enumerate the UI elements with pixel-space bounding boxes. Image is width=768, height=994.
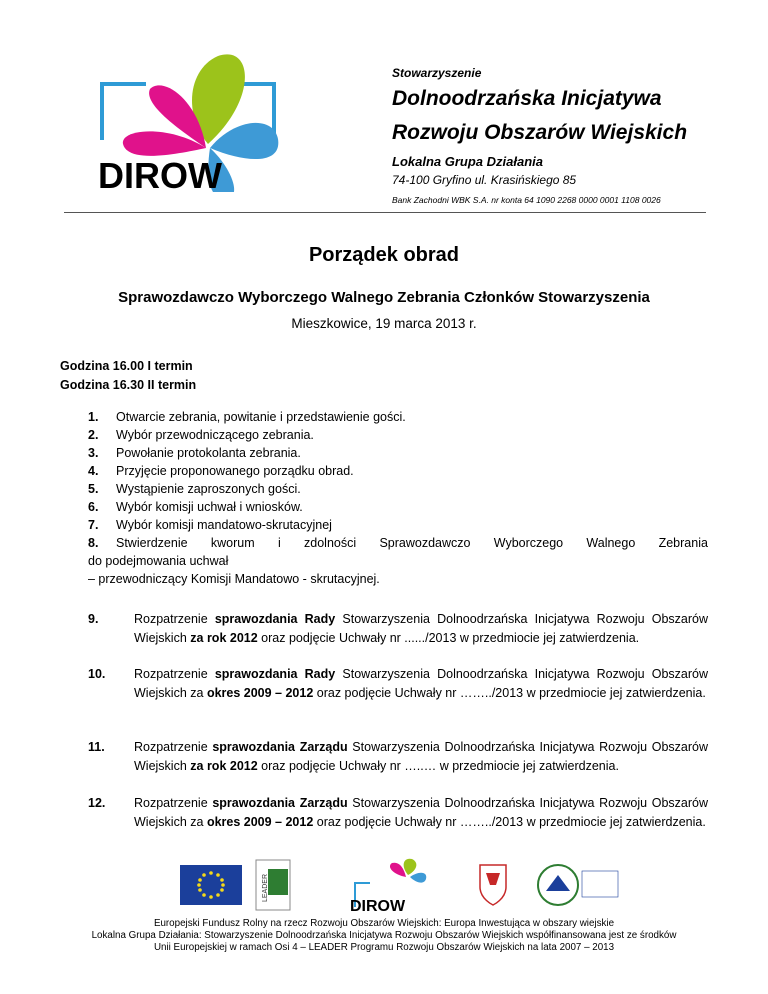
lgd-label: Lokalna Grupa Działania [392, 154, 543, 169]
agenda-list [88, 408, 708, 588]
svg-text:DIROW: DIROW [350, 898, 406, 915]
footer-line-3: Unii Europejskiej w ramach Osi 4 – LEADER Programu Rozwoju Obszarów Wiejskich na lata 2007 – 2013 [153, 942, 615, 953]
second-term: Godzina 16.30 II termin [60, 378, 197, 392]
voivodeship-crest-icon [480, 865, 506, 905]
logo-text: DIROW [98, 155, 222, 192]
item-number: 5. [88, 482, 99, 496]
list-item [88, 426, 708, 444]
item-number: 9. [88, 612, 99, 626]
item-text-cont: – przewodniczący Komisji Mandatowo - skrutacyjnej. [88, 572, 380, 586]
list-item [88, 480, 708, 498]
dirow-logo [88, 44, 288, 192]
meeting-subtitle: Sprawozdawczo Wyborczego Walnego Zebrania Członków Stowarzyszenia [118, 289, 650, 306]
page-title: Porządek obrad [308, 244, 460, 266]
item-text: Powołanie protokolanta zebrania. [116, 446, 301, 460]
item-text: Rozpatrzenie sprawozdania Zarządu Stowarzyszenia Dolnoodrzańska Inicjatywa Rozwoju Obszarów Wiejskich za okres 2009 – 2012 oraz podjęcie Uchwały nr ……../2013 w przedmiocie jej zatwierdzenia. [134, 796, 709, 829]
item-number: 7. [88, 518, 99, 532]
list-item [88, 610, 708, 648]
list-item [88, 408, 708, 426]
address: 74-100 Gryfino ul. Krasińskiego 85 [392, 173, 577, 187]
list-item [88, 794, 708, 832]
list-item [88, 516, 708, 534]
organization-name-line2: Rozwoju Obszarów Wiejskich [392, 121, 688, 144]
eu-flag-icon [180, 865, 242, 905]
association-label: Stowarzyszenie [392, 66, 482, 80]
item-number: 3. [88, 446, 99, 460]
sponsor-logos [180, 855, 620, 915]
item-number: 8. [88, 536, 99, 550]
item-text: Przyjęcie proponowanego porządku obrad. [116, 464, 354, 478]
item-number: 6. [88, 500, 99, 514]
leader-logo-icon [256, 860, 290, 910]
list-item [88, 534, 708, 552]
meeting-times [60, 357, 196, 395]
item-number: 2. [88, 428, 99, 442]
svg-text:LEADER: LEADER [262, 873, 269, 902]
item-text: Rozpatrzenie sprawozdania Zarządu Stowarzyszenia Dolnoodrzańska Inicjatywa Rozwoju Obszarów Wiejskich za rok 2012 oraz podjęcie Uchwały nr …..… w przedmiocie jej zatwierdzenia. [134, 740, 709, 773]
footer-line-1: Europejski Fundusz Rolny na rzecz Rozwoju Obszarów Wiejskich: Europa Inwestująca w obszary wiejskie [153, 918, 615, 929]
item-text: Otwarcie zebrania, powitanie i przedstawienie gości. [116, 410, 406, 424]
list-item [88, 444, 708, 462]
list-item [88, 665, 708, 703]
item-text: Wystąpienie zaproszonych gości. [116, 482, 301, 496]
item-number: 1. [88, 410, 99, 424]
funding-footer [0, 918, 768, 954]
item-text: Stwierdzenie kworum i zdolności Sprawozdawczo Wyborczego Walnego Zebrania [116, 536, 708, 550]
item-number: 10. [88, 667, 106, 681]
item-text: Wybór przewodniczącego zebrania. [116, 428, 314, 442]
item-text-cont: do podejmowania uchwał [88, 554, 229, 568]
item-text: Rozpatrzenie sprawozdania Rady Stowarzyszenia Dolnoodrzańska Inicjatywa Rozwoju Obszarów Wiejskich za okres 2009 – 2012 oraz podjęcie Uchwały nr ……../2013 w przedmiocie jej zatwierdzenia. [134, 667, 709, 700]
list-item [88, 462, 708, 480]
dirow-small-logo-icon [350, 859, 426, 915]
item-text: Wybór komisji uchwał i wniosków. [116, 500, 303, 514]
footer-line-2: Lokalna Grupa Działania: Stowarzyszenie Dolnoodrzańska Inicjatywa Rozwoju Obszarów Wiejskich współfinansowana jest ze środków [91, 930, 677, 941]
list-item [88, 738, 708, 776]
bank-account: Bank Zachodni WBK S.A. nr konta 64 1090 2268 0000 0001 1108 0026 [392, 195, 661, 205]
list-item [88, 498, 708, 516]
first-term: Godzina 16.00 I termin [60, 359, 193, 373]
organization-header [392, 66, 722, 205]
item-number: 11. [88, 740, 105, 754]
item-number: 4. [88, 464, 99, 478]
item-text: Wybór komisji mandatowo-skrutacyjnej [116, 518, 332, 532]
header-divider [64, 212, 706, 213]
prow-logo-icon [538, 865, 618, 905]
item-text: Rozpatrzenie sprawozdania Rady Stowarzyszenia Dolnoodrzańska Inicjatywa Rozwoju Obszarów Wiejskich za rok 2012 oraz podjęcie Uchwały nr ....../2013 w przedmiocie jej zatwierdzenia. [134, 612, 709, 645]
organization-name-line1: Dolnoodrzańska Inicjatywa [392, 87, 662, 110]
place-date: Mieszkowice, 19 marca 2013 r. [291, 316, 477, 331]
item-number: 12. [88, 796, 106, 810]
